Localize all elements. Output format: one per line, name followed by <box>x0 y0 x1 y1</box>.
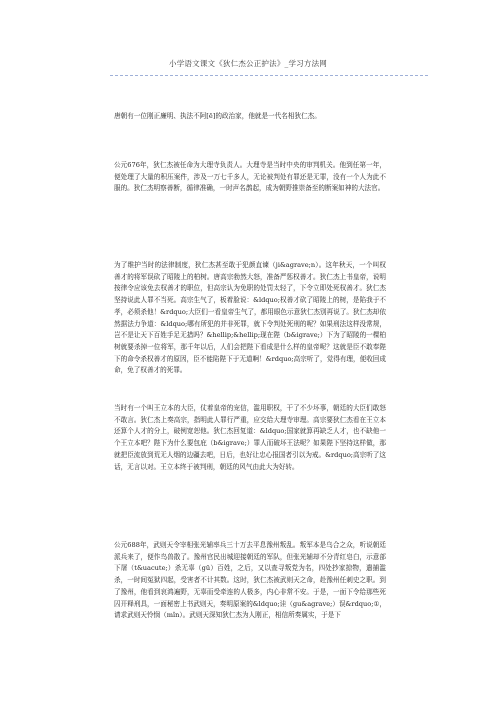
title-divider <box>110 75 428 76</box>
paragraph-quan-shancai: 为了维护当时的法律制度，狄仁杰甚至敢于犯颜直谏（ji&agrave;n）。这年秋天，一个叫权善才的将军误砍了昭陵上的柏树。唐高宗勃然大怒，准备严惩权善才。狄仁杰上书皇帝，说明按律令应该免去权善才的职位，但高宗认为免职的处罚太轻了，下令立即处死权善才。狄仁杰坚持说此人罪不当死。高宗生气了，板着脸说：&ldquo;权善才砍了昭陵上的树，是陷我于不孝，必须杀他！&rdquo;大臣们一看皇帝生气了，都用眼色示意狄仁杰别再说了。狄仁杰却依然据法力争道：&ldquo;哪有所犯的并非死罪，就下令判处死刑的呢？如果刑法这样没常规，岂不是让天下百姓手足无措吗？&hellip;&hellip;现在陛（b&igrave;）下为了昭陵的一棵柏树就要杀掉一位将军，那千年以后，人们会把陛下看成是什么样的皇帝呢？这就是臣不敢奉陛下的命令杀权善才的原因，臣不能陷陛下于无道啊！&rdquo;高宗听了，觉得有理，便收回成命，免了权善才的死罪。 <box>114 261 386 375</box>
paragraph-yuzhou: 公元688年，武则天令宰相张光辅率兵三十万去平息豫州叛乱。叛军本是乌合之众，听说朝廷派兵来了，便作鸟兽散了。豫州官民出城迎接朝廷的军队，但张光辅却不分青红皂白，示意部下屠（t&uacute;）杀无辜（gū）百姓，之后，又以查寻叛党为名，四处抄家掠物，遣捕滥杀，一时间冤狱四起，受害者不计其数。这时，狄仁杰被武则天之命，赴豫州任刺史之职。到了豫州，他看到哀鸿遍野，无辜而受牵连的人极多，内心非常不安。于是，一面下令给那些死囚开释刑具，一面秘密上书武则天，奏明原案的&ldquo;诖（gu&agrave;）误&rdquo;①，请求武则天怜悯（mǐn）。武则天深知狄仁杰为人刚正，相信所奏属实，于是下 <box>114 541 386 620</box>
page-title: 小学语文课文《狄仁杰公正护法》_学习方法网 <box>169 59 327 68</box>
paragraph-intro: 唐朝有一位刚正廉明、执法不阿[ē]的政治家，他就是一代名相狄仁杰。 <box>114 112 321 120</box>
paragraph-dali-si: 公元676年，狄仁杰被任命为大理寺负责人。大理寺是当时中央的审判机关。他到任第一年，便处理了大量的积压案件，涉及一万七千多人，无论被判处有罪还是无罪，没有一个人为此不服的。狄仁杰明察善断，循律准确，一时声名鹊起，成为朝野推崇备至的断案如神的大法官。 <box>114 161 386 193</box>
paragraph-wang-liben: 当时有一个叫王立本的大臣，仗着皇帝的宠信，滥用职权，干了不少坏事，朝廷的大臣们敢怒不敢言。狄仁杰上奏高宗，指明此人罪行严重，应交给大理寺审理。高宗要狄仁杰看在王立本还算个人才的分上，破例宽恕他。狄仁杰回复道：&ldquo;国家就算再缺乏人才，也不缺他一个王立本吧？陛下为什么要包庇（b&igrave;）罪人而破坏王法呢？如果陛下坚持这样做，那就把臣流放到荒无人烟的边疆去吧，日后，也好让忠心报国者引以为戒。&rdquo;高宗听了这话，无言以对。王立本终于被判刑，朝廷的风气由此大为好转。 <box>114 404 386 471</box>
